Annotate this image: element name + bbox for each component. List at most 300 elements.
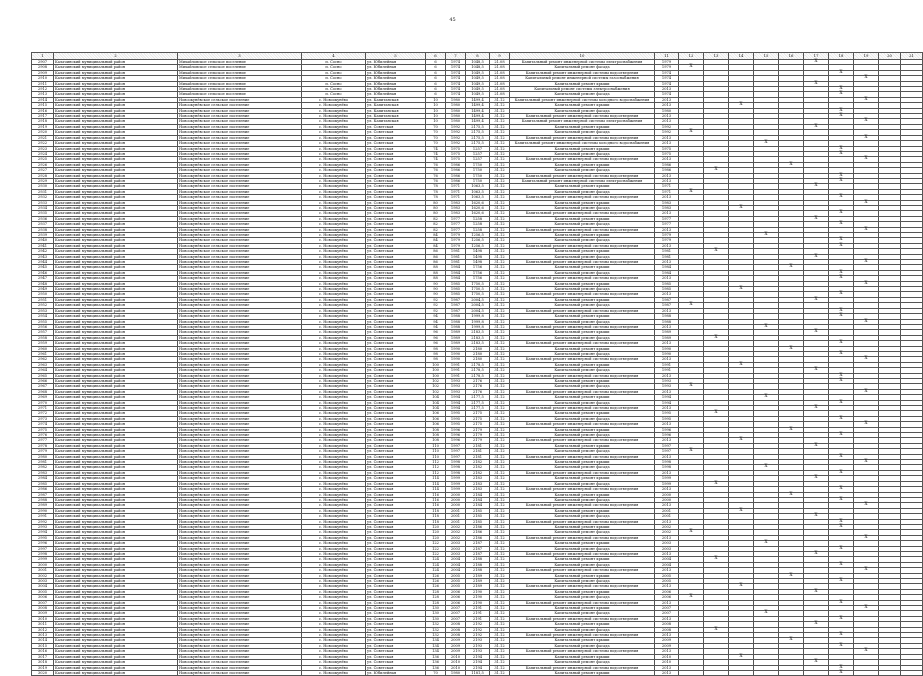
- column-header: 9: [490, 53, 510, 60]
- cell-plan: 2013: [655, 665, 679, 670]
- cell-id: 2993: [32, 524, 54, 529]
- cell-id: 3006: [32, 595, 54, 600]
- cell-work: Капитальный ремонт фасада: [510, 335, 655, 340]
- cell-area: 2193: [466, 649, 490, 654]
- cell-locality: с. Новоокунёво: [302, 535, 366, 540]
- cell-plan: 2001: [655, 508, 679, 513]
- cell-plan: 2013: [655, 173, 679, 178]
- cell-id: 2998: [32, 551, 54, 556]
- cell-area: 2179: [466, 433, 490, 438]
- cell-area: 2179: [466, 438, 490, 443]
- cell-settlement: Новоокунёвское сельское поселение: [178, 265, 302, 270]
- cell-id: 2973: [32, 416, 54, 421]
- cell-plan: 1991: [655, 362, 679, 367]
- cell-street: ул. Советская: [366, 438, 426, 443]
- cell-work: Капитальный ремонт фасада: [510, 579, 655, 584]
- cell-street: ул. Юбилейная: [366, 70, 426, 75]
- cell-area: 2182: [466, 470, 490, 475]
- cell-org: Калачинский муниципальный район: [54, 643, 178, 648]
- cell-year: 2003: [446, 546, 466, 551]
- cell-work: Капитальный ремонт крыши: [510, 476, 655, 481]
- cell-plan: 1981: [655, 249, 679, 254]
- cell-year: 1985: [446, 281, 466, 286]
- cell-work: Капитальный ремонт крыши: [510, 460, 655, 465]
- cell-house: 70: [426, 141, 446, 146]
- cell-mark: X: [829, 433, 854, 438]
- column-header: 4: [302, 53, 366, 60]
- cell-settlement: Новоокунёвское сельское поселение: [178, 584, 302, 589]
- cell-id: 2916: [32, 108, 54, 113]
- cell-date: 31.12: [490, 649, 510, 654]
- cell-org: Калачинский муниципальный район: [54, 503, 178, 508]
- cell-id: 2971: [32, 406, 54, 411]
- cell-id: 3004: [32, 584, 54, 589]
- cell-mark: X: [854, 157, 879, 162]
- cell-date: 31.12: [490, 406, 510, 411]
- cell-mark: X: [804, 297, 829, 302]
- cell-locality: с. Новоокунёво: [302, 368, 366, 373]
- cell-locality: с. Новоокунёво: [302, 341, 366, 346]
- column-header: 5: [366, 53, 426, 60]
- cell-id: 2974: [32, 422, 54, 427]
- cell-id: 2980: [32, 454, 54, 459]
- cell-date: 31.12: [490, 470, 510, 475]
- cell-date: 31.12: [490, 562, 510, 567]
- cell-mark: X: [829, 616, 854, 621]
- cell-plan: 2013: [655, 227, 679, 232]
- cell-street: ул. Советская: [366, 141, 426, 146]
- cell-plan: 1971: [655, 184, 679, 189]
- cell-year: 1980: [446, 97, 466, 102]
- cell-settlement: Михайловское сельское поселение: [178, 87, 302, 92]
- cell-org: Калачинский муниципальный район: [54, 670, 178, 675]
- cell-house: 6: [426, 92, 446, 97]
- cell-year: 1990: [446, 351, 466, 356]
- cell-work: Капитальный ремонт крыши: [510, 589, 655, 594]
- cell-id: 2921: [32, 135, 54, 140]
- cell-year: 1986: [446, 173, 466, 178]
- cell-mark: X: [854, 260, 879, 265]
- cell-mark: X: [704, 249, 729, 254]
- cell-plan: 1998: [655, 465, 679, 470]
- cell-org: Калачинский муниципальный район: [54, 492, 178, 497]
- cell-street: ул. Капитанская: [366, 119, 426, 124]
- cell-house: 74: [426, 157, 446, 162]
- cell-date: 31.12: [490, 508, 510, 513]
- cell-work: Капитальный ремонт инженерной системы водоотведения: [510, 211, 655, 216]
- cell-work: Капитальный ремонт инженерной системы водоотведения: [510, 373, 655, 378]
- cell-date: 31.12: [490, 184, 510, 189]
- cell-year: 1999: [446, 476, 466, 481]
- cell-work: Капитальный ремонт крыши: [510, 81, 655, 86]
- cell-org: Калачинский муниципальный район: [54, 178, 178, 183]
- cell-work: Капитальный ремонт инженерной системы водоотведения: [510, 389, 655, 394]
- cell-area: 1620,6: [466, 205, 490, 210]
- cell-plan: 1986: [655, 168, 679, 173]
- cell-org: Калачинский муниципальный район: [54, 303, 178, 308]
- cell-id: 2968: [32, 389, 54, 394]
- cell-work: Капитальный ремонт инженерной системы водоотведения: [510, 616, 655, 621]
- cell-org: Калачинский муниципальный район: [54, 70, 178, 75]
- cell-year: 1974: [446, 65, 466, 70]
- cell-locality: с. Новоокунёво: [302, 616, 366, 621]
- cell-work: Капитальный ремонт инженерной системы водоотведения: [510, 568, 655, 573]
- cell-org: Калачинский муниципальный район: [54, 173, 178, 178]
- column-header: 20: [879, 53, 901, 60]
- cell-date: 21.08: [490, 65, 510, 70]
- cell-settlement: Новоокунёвское сельское поселение: [178, 119, 302, 124]
- cell-org: Калачинский муниципальный район: [54, 195, 178, 200]
- cell-year: 1992: [446, 141, 466, 146]
- cell-locality: с. Новоокунёво: [302, 260, 366, 265]
- cell-id: 2986: [32, 487, 54, 492]
- cell-work: Капитальный ремонт фасада: [510, 151, 655, 156]
- cell-work: Капитальный ремонт инженерной системы водоотведения: [510, 341, 655, 346]
- cell-year: 1996: [446, 427, 466, 432]
- cell-street: ул. Советская: [366, 627, 426, 632]
- cell-street: ул. Советская: [366, 335, 426, 340]
- cell-area: 2194: [466, 654, 490, 659]
- cell-date: 21.08: [490, 60, 510, 65]
- column-header: 11: [655, 53, 679, 60]
- cell-house: 130: [426, 606, 446, 611]
- cell-locality: с. Новоокунёво: [302, 157, 366, 162]
- page-number: 45: [449, 17, 456, 23]
- cell-mark: X: [829, 665, 854, 670]
- cell-org: Калачинский муниципальный район: [54, 660, 178, 665]
- cell-date: 31.12: [490, 119, 510, 124]
- cell-house: 78: [426, 189, 446, 194]
- cell-house: 6: [426, 60, 446, 65]
- cell-org: Калачинский муниципальный район: [54, 606, 178, 611]
- capital-repair-table: [31, 52, 923, 676]
- cell-area: 2180: [466, 346, 490, 351]
- cell-settlement: Новоокунёвское сельское поселение: [178, 292, 302, 297]
- cell-plan: 2013: [655, 276, 679, 281]
- cell-plan: 1988: [655, 314, 679, 319]
- cell-settlement: Новоокунёвское сельское поселение: [178, 508, 302, 513]
- cell-id: 2995: [32, 535, 54, 540]
- cell-street: ул. Советская: [366, 324, 426, 329]
- cell-area: 1750: [466, 178, 490, 183]
- cell-plan: 2013: [655, 503, 679, 508]
- cell-org: Калачинский муниципальный район: [54, 573, 178, 578]
- cell-work: Капитальный ремонт фасада: [510, 254, 655, 259]
- cell-street: ул. Советская: [366, 660, 426, 665]
- cell-work: Капитальный ремонт фасада: [510, 595, 655, 600]
- cell-mark: X: [829, 416, 854, 421]
- cell-street: ул. Советская: [366, 503, 426, 508]
- cell-year: 2009: [446, 649, 466, 654]
- cell-street: ул. Советская: [366, 297, 426, 302]
- cell-id: 3015: [32, 643, 54, 648]
- cell-year: 1991: [446, 373, 466, 378]
- cell-area: 2176: [466, 389, 490, 394]
- cell-house: 88: [426, 270, 446, 275]
- cell-work: Капитальный ремонт инженерной системы водоотведения: [510, 470, 655, 475]
- cell-locality: с. Новоокунёво: [302, 654, 366, 659]
- cell-locality: с. Новоокунёво: [302, 233, 366, 238]
- cell-plan: 2013: [655, 103, 679, 108]
- cell-settlement: Новоокунёвское сельское поселение: [178, 633, 302, 638]
- cell-year: 1994: [446, 395, 466, 400]
- cell-street: ул. Советская: [366, 535, 426, 540]
- cell-house: 94: [426, 319, 446, 324]
- cell-org: Калачинский муниципальный район: [54, 649, 178, 654]
- cell-org: Калачинский муниципальный район: [54, 141, 178, 146]
- cell-year: 1998: [446, 460, 466, 465]
- cell-area: 1750: [466, 162, 490, 167]
- cell-year: 1983: [446, 211, 466, 216]
- cell-year: 1981: [446, 254, 466, 259]
- cell-area: 2004,5: [466, 303, 490, 308]
- cell-work: Капитальный ремонт фасада: [510, 351, 655, 356]
- cell-id: 2938: [32, 227, 54, 232]
- cell-plan: 2013: [655, 551, 679, 556]
- cell-work: Капитальный ремонт фасада: [510, 611, 655, 616]
- cell-house: 6: [426, 81, 446, 86]
- cell-plan: 2013: [655, 519, 679, 524]
- cell-street: ул. Юбилейная: [366, 670, 426, 675]
- cell-date: 31.12: [490, 308, 510, 313]
- cell-work: Капитальный ремонт инженерной системы водоотведения: [510, 422, 655, 427]
- cell-year: 2010: [446, 660, 466, 665]
- cell-settlement: Новоокунёвское сельское поселение: [178, 600, 302, 605]
- cell-year: 1988: [446, 324, 466, 329]
- cell-date: 31.12: [490, 427, 510, 432]
- cell-org: Калачинский муниципальный район: [54, 60, 178, 65]
- cell-locality: с. Новоокунёво: [302, 551, 366, 556]
- cell-plan: 2013: [655, 422, 679, 427]
- cell-street: ул. Советская: [366, 205, 426, 210]
- cell-org: Калачинский муниципальный район: [54, 189, 178, 194]
- cell-year: 1979: [446, 238, 466, 243]
- cell-org: Калачинский муниципальный район: [54, 595, 178, 600]
- cell-mark: X: [754, 541, 779, 546]
- cell-street: ул. Советская: [366, 303, 426, 308]
- cell-plan: 2013: [655, 535, 679, 540]
- cell-id: 2922: [32, 141, 54, 146]
- cell-settlement: Новоокунёвское сельское поселение: [178, 335, 302, 340]
- cell-org: Калачинский муниципальный район: [54, 562, 178, 567]
- cell-plan: 1989: [655, 335, 679, 340]
- cell-year: 1993: [446, 389, 466, 394]
- cell-settlement: Новоокунёвское сельское поселение: [178, 330, 302, 335]
- cell-mark: X: [804, 514, 829, 519]
- cell-settlement: Новоокунёвское сельское поселение: [178, 200, 302, 205]
- cell-settlement: Новоокунёвское сельское поселение: [178, 173, 302, 178]
- cell-settlement: Новоокунёвское сельское поселение: [178, 497, 302, 502]
- cell-id: 2967: [32, 384, 54, 389]
- cell-mark: X: [854, 227, 879, 232]
- cell-house: 6: [426, 76, 446, 81]
- cell-locality: с. Новоокунёво: [302, 443, 366, 448]
- cell-plan: 2005: [655, 573, 679, 578]
- cell-street: ул. Советская: [366, 546, 426, 551]
- cell-org: Калачинский муниципальный район: [54, 654, 178, 659]
- cell-year: 1998: [446, 470, 466, 475]
- cell-plan: 2007: [655, 611, 679, 616]
- cell-mark: X: [829, 146, 854, 151]
- table-body: [32, 60, 923, 676]
- cell-locality: п. Сосно: [302, 81, 366, 86]
- cell-work: Капитальный ремонт крыши: [510, 378, 655, 383]
- cell-settlement: Новоокунёвское сельское поселение: [178, 378, 302, 383]
- cell-house: 92: [426, 308, 446, 313]
- cell-settlement: Новоокунёвское сельское поселение: [178, 135, 302, 140]
- cell-id: 2989: [32, 503, 54, 508]
- cell-area: 2190: [466, 600, 490, 605]
- cell-org: Калачинский муниципальный район: [54, 378, 178, 383]
- cell-plan: 1987: [655, 303, 679, 308]
- cell-date: 31.12: [490, 260, 510, 265]
- cell-settlement: Новоокунёвское сельское поселение: [178, 649, 302, 654]
- cell-year: 2004: [446, 568, 466, 573]
- cell-locality: с. Новоокунёво: [302, 600, 366, 605]
- cell-date: 31.12: [490, 319, 510, 324]
- cell-date: 31.12: [490, 146, 510, 151]
- cell-org: Калачинский муниципальный район: [54, 151, 178, 156]
- cell-plan: 1979: [655, 65, 679, 70]
- cell-year: 2009: [446, 638, 466, 643]
- cell-area: 1049,5: [466, 87, 490, 92]
- cell-locality: с. Новоокунёво: [302, 427, 366, 432]
- cell-house: 100: [426, 368, 446, 373]
- cell-plan: 1995: [655, 416, 679, 421]
- cell-street: ул. Советская: [366, 130, 426, 135]
- cell-area: 2183,5: [466, 330, 490, 335]
- cell-house: 70: [426, 124, 446, 129]
- cell-street: ул. Советская: [366, 178, 426, 183]
- cell-plan: 2013: [655, 97, 679, 102]
- cell-year: 1995: [446, 416, 466, 421]
- cell-locality: с. Новоокунёво: [302, 589, 366, 594]
- cell-id: 2907: [32, 60, 54, 65]
- cell-locality: с. Новоокунёво: [302, 168, 366, 173]
- cell-year: 1987: [446, 303, 466, 308]
- cell-house: 112: [426, 465, 446, 470]
- cell-date: 31.12: [490, 205, 510, 210]
- cell-settlement: Новоокунёвское сельское поселение: [178, 260, 302, 265]
- cell-year: 1986: [446, 168, 466, 173]
- cell-org: Калачинский муниципальный район: [54, 411, 178, 416]
- cell-id: 2939: [32, 233, 54, 238]
- cell-org: Калачинский муниципальный район: [54, 341, 178, 346]
- cell-date: 31.12: [490, 346, 510, 351]
- cell-locality: с. Новоокунёво: [302, 189, 366, 194]
- cell-year: 2008: [446, 627, 466, 632]
- cell-house: 134: [426, 649, 446, 654]
- cell-mark: X: [829, 497, 854, 502]
- cell-id: 2982: [32, 465, 54, 470]
- cell-area: 2189: [466, 584, 490, 589]
- cell-house: 94: [426, 314, 446, 319]
- cell-area: 2185: [466, 514, 490, 519]
- cell-street: ул. Советская: [366, 389, 426, 394]
- cell-mark: X: [704, 335, 729, 340]
- cell-settlement: Новоокунёвское сельское поселение: [178, 416, 302, 421]
- cell-settlement: Новоокунёвское сельское поселение: [178, 314, 302, 319]
- cell-work: Капитальный ремонт фасада: [510, 287, 655, 292]
- cell-work: Капитальный ремонт инженерной системы водоотведения: [510, 195, 655, 200]
- cell-work: Капитальный ремонт крыши: [510, 573, 655, 578]
- cell-plan: 2003: [655, 541, 679, 546]
- cell-plan: 1974: [655, 70, 679, 75]
- cell-settlement: Новоокунёвское сельское поселение: [178, 130, 302, 135]
- cell-work: Капитальный ремонт фасада: [510, 168, 655, 173]
- cell-house: 76: [426, 162, 446, 167]
- cell-locality: с. Новоокунёво: [302, 406, 366, 411]
- cell-street: ул. Советская: [366, 433, 426, 438]
- cell-locality: с. Новоокунёво: [302, 103, 366, 108]
- cell-locality: с. Новоокунёво: [302, 622, 366, 627]
- cell-year: 1991: [446, 362, 466, 367]
- cell-work: Капитальный ремонт инженерной системы водоотведения: [510, 276, 655, 281]
- cell-locality: с. Новоокунёво: [302, 627, 366, 632]
- cell-plan: 2013: [655, 389, 679, 394]
- cell-date: 31.12: [490, 416, 510, 421]
- cell-area: 1756: [466, 276, 490, 281]
- cell-house: 118: [426, 519, 446, 524]
- cell-work: Капитальный ремонт крыши: [510, 200, 655, 205]
- cell-year: 1980: [446, 103, 466, 108]
- cell-locality: с. Новоокунёво: [302, 324, 366, 329]
- cell-date: 31.12: [490, 395, 510, 400]
- cell-mark: X: [829, 487, 854, 492]
- cell-locality: с. Новоокунёво: [302, 222, 366, 227]
- cell-work: Капитальный ремонт фасада: [510, 92, 655, 97]
- cell-settlement: Новоокунёвское сельское поселение: [178, 287, 302, 292]
- cell-org: Калачинский муниципальный район: [54, 368, 178, 373]
- cell-locality: с. Новоокунёво: [302, 119, 366, 124]
- cell-locality: с. Новоокунёво: [302, 346, 366, 351]
- cell-year: 2009: [446, 643, 466, 648]
- cell-settlement: Новоокунёвское сельское поселение: [178, 562, 302, 567]
- cell-plan: 1979: [655, 60, 679, 65]
- cell-work: Капитальный ремонт инженерной системы водоотведения: [510, 551, 655, 556]
- cell-work: Капитальный ремонт инженерной системы водоотведения: [510, 227, 655, 232]
- cell-locality: с. Новоокунёво: [302, 130, 366, 135]
- cell-house: 124: [426, 568, 446, 573]
- cell-year: 2007: [446, 616, 466, 621]
- cell-settlement: Михайловское сельское поселение: [178, 76, 302, 81]
- cell-house: 136: [426, 660, 446, 665]
- cell-year: 1988: [446, 314, 466, 319]
- cell-settlement: Новоокунёвское сельское поселение: [178, 357, 302, 362]
- cell-house: 104: [426, 395, 446, 400]
- cell-id: 2966: [32, 378, 54, 383]
- cell-work: Капитальный ремонт фасада: [510, 416, 655, 421]
- cell-org: Калачинский муниципальный район: [54, 103, 178, 108]
- cell-settlement: Новоокунёвское сельское поселение: [178, 254, 302, 259]
- cell-id: 2935: [32, 211, 54, 216]
- cell-empty: [901, 670, 923, 675]
- cell-work: Капитальный ремонт инженерной системы водоотведения: [510, 260, 655, 265]
- cell-area: 2192: [466, 627, 490, 632]
- cell-settlement: Новоокунёвское сельское поселение: [178, 162, 302, 167]
- cell-work: Капитальный ремонт крыши: [510, 346, 655, 351]
- cell-id: 2957: [32, 330, 54, 335]
- cell-mark: X: [679, 384, 704, 389]
- column-header: 19: [854, 53, 879, 60]
- cell-year: 1977: [446, 222, 466, 227]
- cell-locality: с. Новоокунёво: [302, 438, 366, 443]
- cell-plan: 1983: [655, 205, 679, 210]
- cell-locality: с. Новоокунёво: [302, 124, 366, 129]
- cell-id: 2960: [32, 346, 54, 351]
- cell-date: 31.12: [490, 492, 510, 497]
- cell-id: 2962: [32, 357, 54, 362]
